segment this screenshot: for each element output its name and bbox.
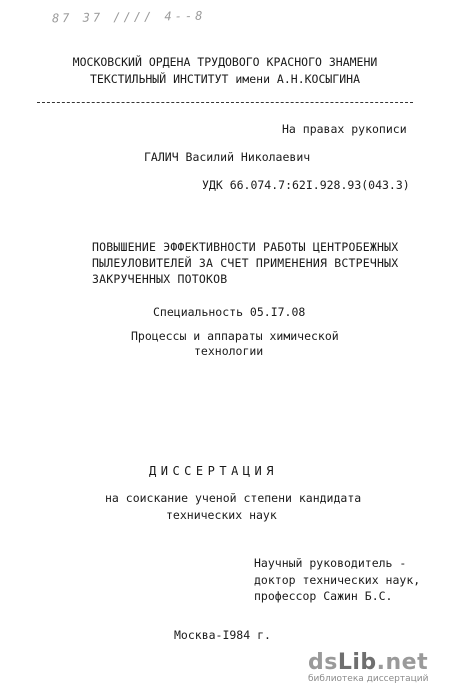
dslib-watermark-logo bbox=[308, 650, 438, 686]
author-name: ГАЛИЧ Василий Николаевич bbox=[144, 150, 311, 164]
watermark-brand: dsLib.net bbox=[308, 650, 429, 675]
watermark-caption: библиотека диссертаций bbox=[308, 674, 429, 684]
dashed-divider bbox=[37, 102, 413, 103]
rights-note: На правах рукописи bbox=[282, 122, 407, 136]
title-line-2: ПЫЛЕУЛОВИТЕЛЕЙ ЗА СЧЕТ ПРИМЕНЕНИЯ ВСТРЕЧНЫХ bbox=[92, 256, 399, 270]
supervisor-line-2: доктор технических наук, bbox=[254, 573, 421, 587]
document-type: ДИССЕРТАЦИЯ bbox=[149, 464, 278, 478]
place-and-year: Москва-I984 г. bbox=[174, 628, 271, 642]
supervisor-line-1: Научный руководитель - bbox=[254, 556, 407, 570]
specialty-name-line-1: Процессы и аппараты химической bbox=[131, 329, 339, 343]
supervisor-line-3: профессор Сажин Б.С. bbox=[254, 589, 393, 603]
institution-line-1: МОСКОВСКИЙ ОРДЕНА ТРУДОВОГО КРАСНОГО ЗНАМЕНИ bbox=[72, 55, 378, 69]
degree-line-2: технических наук bbox=[166, 508, 277, 522]
title-line-3: ЗАКРУЧЕННЫХ ПОТОКОВ bbox=[92, 272, 228, 286]
specialty-code: Специальность 05.I7.08 bbox=[153, 305, 306, 319]
specialty-name-line-2: технологии bbox=[194, 344, 264, 358]
udc-code: УДК 66.074.7:62I.928.93(043.3) bbox=[202, 178, 410, 192]
degree-line-1: на соискание ученой степени кандидата bbox=[105, 491, 362, 505]
corner-handwritten-scribble: 87 37 //// 4--8 bbox=[51, 8, 206, 26]
title-line-1: ПОВЫШЕНИЕ ЭФФЕКТИВНОСТИ РАБОТЫ ЦЕНТРОБЕЖНЫХ bbox=[92, 240, 399, 254]
institution-line-2: ТЕКСТИЛЬНЫЙ ИНСТИТУТ имени А.Н.КОСЫГИНА bbox=[89, 72, 361, 86]
